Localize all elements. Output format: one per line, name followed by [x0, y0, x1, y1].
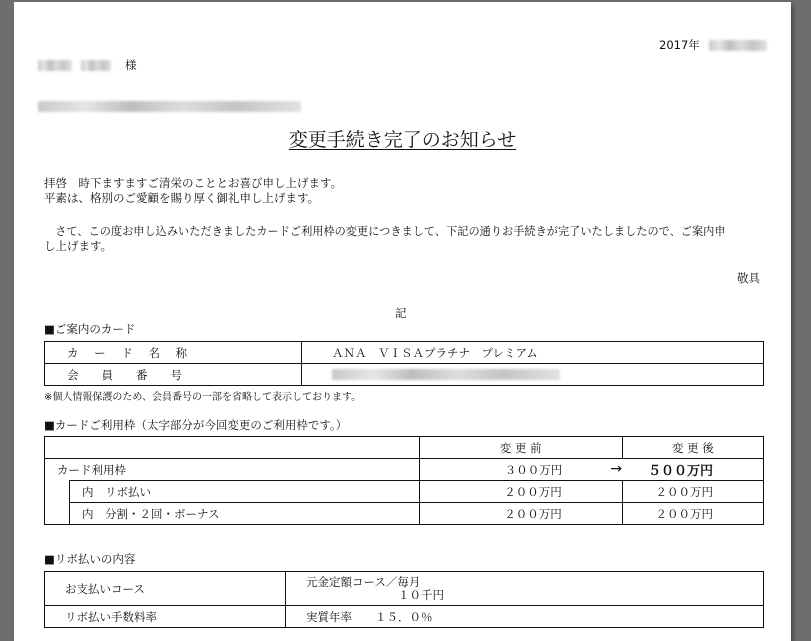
redacted-sender-line [38, 101, 301, 112]
redacted-recipient-name [38, 60, 72, 71]
installment-limit-before: ２００万円 [419, 503, 622, 525]
limit-header-before: 変 更 前 [419, 437, 622, 459]
body-line-2: し上げます。 [44, 239, 113, 253]
document-page [14, 2, 791, 641]
greeting-line-2: 平素は、格別のご愛顧を賜り厚く御礼申し上げます。 [44, 191, 320, 205]
ki-mark: 記 [395, 306, 407, 320]
revo-table [44, 571, 764, 628]
limit-indent [45, 503, 70, 525]
payment-course-type: 元金定額コース／毎月 [306, 574, 421, 589]
member-number-label: 会 員 番 号 [45, 364, 302, 386]
revo-limit-label: 内 リボ払い [70, 481, 420, 503]
payment-course-amount: １０千円 [398, 587, 444, 602]
installment-limit-after: ２００万円 [622, 503, 763, 525]
limit-table [44, 436, 764, 525]
member-number-value [302, 364, 764, 386]
revo-limit-before: ２００万円 [419, 481, 622, 503]
limit-row-before: ３００万円 [419, 459, 622, 481]
redacted-member-number [332, 369, 560, 380]
limit-row-label: カード利用枠 [45, 459, 420, 481]
payment-course-value [286, 572, 764, 606]
table-row [45, 606, 764, 628]
table-row [45, 342, 764, 364]
document-title: 変更手続き完了のお知らせ [288, 129, 517, 151]
fee-rate-value: 実質年率 １５．０％ [286, 606, 764, 628]
card-name-value: ＡＮＡ ＶＩＳＡプラチナ プレミアム [302, 342, 764, 364]
limit-row-after: → ５００万円 [622, 459, 763, 481]
change-arrow: → [610, 461, 622, 477]
table-row [45, 572, 764, 606]
limit-header-blank [45, 437, 420, 459]
greeting-line-1: 拝啓 時下ますますご清栄のこととお喜び申し上げます。 [44, 176, 343, 190]
privacy-note: ※個人情報保護のため、会員番号の一部を省略して表示しております。 [44, 392, 362, 403]
body-line-1: さて、この度お申し込みいただきましたカードご利用枠の変更につきまして、下記の通りお手続きが完了いたしましたので、ご案内申 [44, 225, 726, 238]
payment-course-label: お支払いコース [45, 572, 286, 606]
issue-date-year: 2017年 [659, 38, 700, 52]
limit-indent [45, 481, 70, 503]
redacted-date [709, 40, 767, 51]
limit-section-heading: ■カードご利用枠（太字部分が今回変更のご利用枠です。） [44, 418, 348, 432]
revo-section-heading: ■リボ払いの内容 [44, 552, 136, 566]
table-row [45, 459, 764, 481]
table-row [45, 437, 764, 459]
redacted-recipient-name-2 [81, 60, 111, 71]
revo-limit-after: ２００万円 [622, 481, 763, 503]
card-name-label: カ ー ド 名 称 [45, 342, 302, 364]
installment-limit-label: 内 分割・２回・ボーナス [70, 503, 420, 525]
recipient-honorific: 様 [125, 58, 137, 72]
card-table [44, 341, 764, 386]
table-row [45, 481, 764, 503]
card-section-heading: ■ご案内のカード [44, 322, 136, 336]
table-row [45, 364, 764, 386]
table-row [45, 503, 764, 525]
closing-keigu: 敬具 [737, 271, 760, 285]
fee-rate-label: リボ払い手数料率 [45, 606, 286, 628]
limit-header-after: 変 更 後 [622, 437, 763, 459]
